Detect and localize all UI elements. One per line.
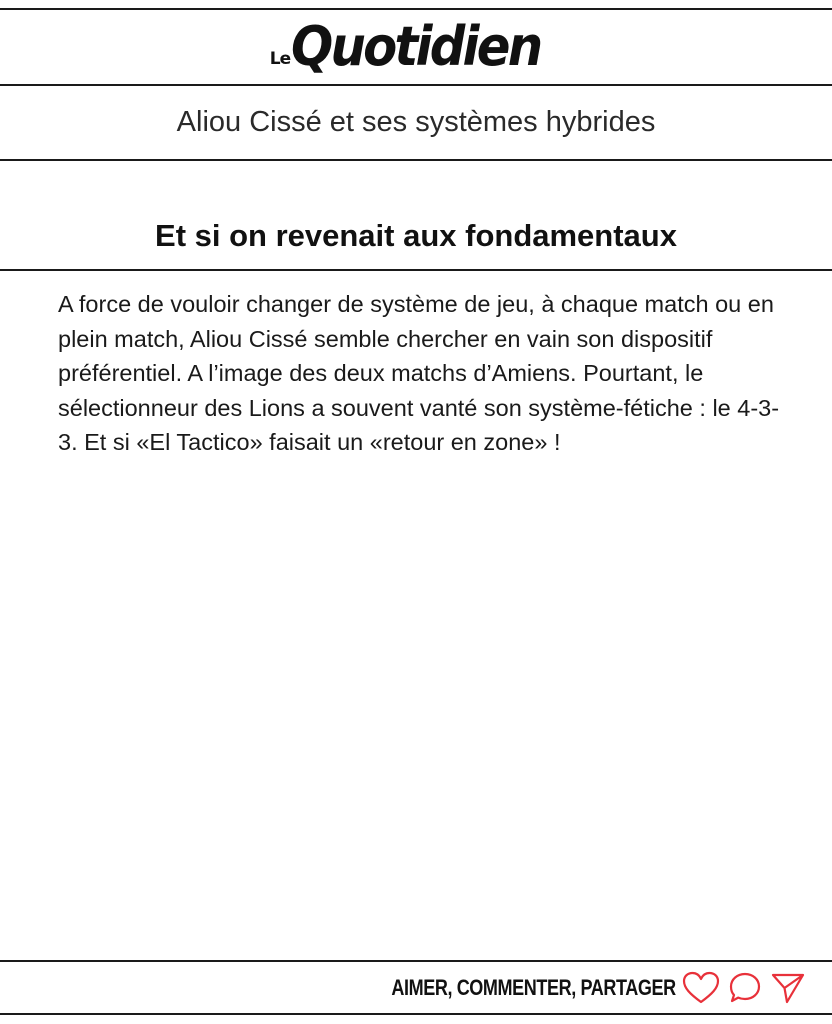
headline-divider — [0, 269, 832, 271]
section-title: Aliou Cissé et ses systèmes hybrides — [176, 106, 656, 138]
heart-icon[interactable] — [682, 971, 720, 1005]
footer-actions — [0, 962, 832, 1013]
send-icon[interactable] — [770, 971, 806, 1005]
article-body: A force de vouloir changer de système de jeu, à chaque match ou en plein match, Aliou Cissé semble chercher en vain son dispositif préférentiel. A l’image des deux matchs d’Amiens. Pourtant, le sélectionneur des Lions a souvent vanté son système-fétiche : le 4-3-3. Et si «El Tactico» faisait un «retour en zone» ! — [58, 291, 780, 455]
logo-prefix: Le — [269, 49, 291, 69]
logo-name: Quotidien — [291, 15, 541, 78]
footer-bottom-rule — [0, 1013, 832, 1015]
comment-icon[interactable] — [728, 971, 762, 1005]
logo — [269, 15, 562, 78]
headline: Et si on revenait aux fondamentaux — [155, 217, 677, 253]
masthead — [0, 10, 832, 84]
section-divider — [0, 159, 832, 161]
footer-cta-text: AIMER, COMMENTER, PARTAGER — [391, 974, 676, 1000]
